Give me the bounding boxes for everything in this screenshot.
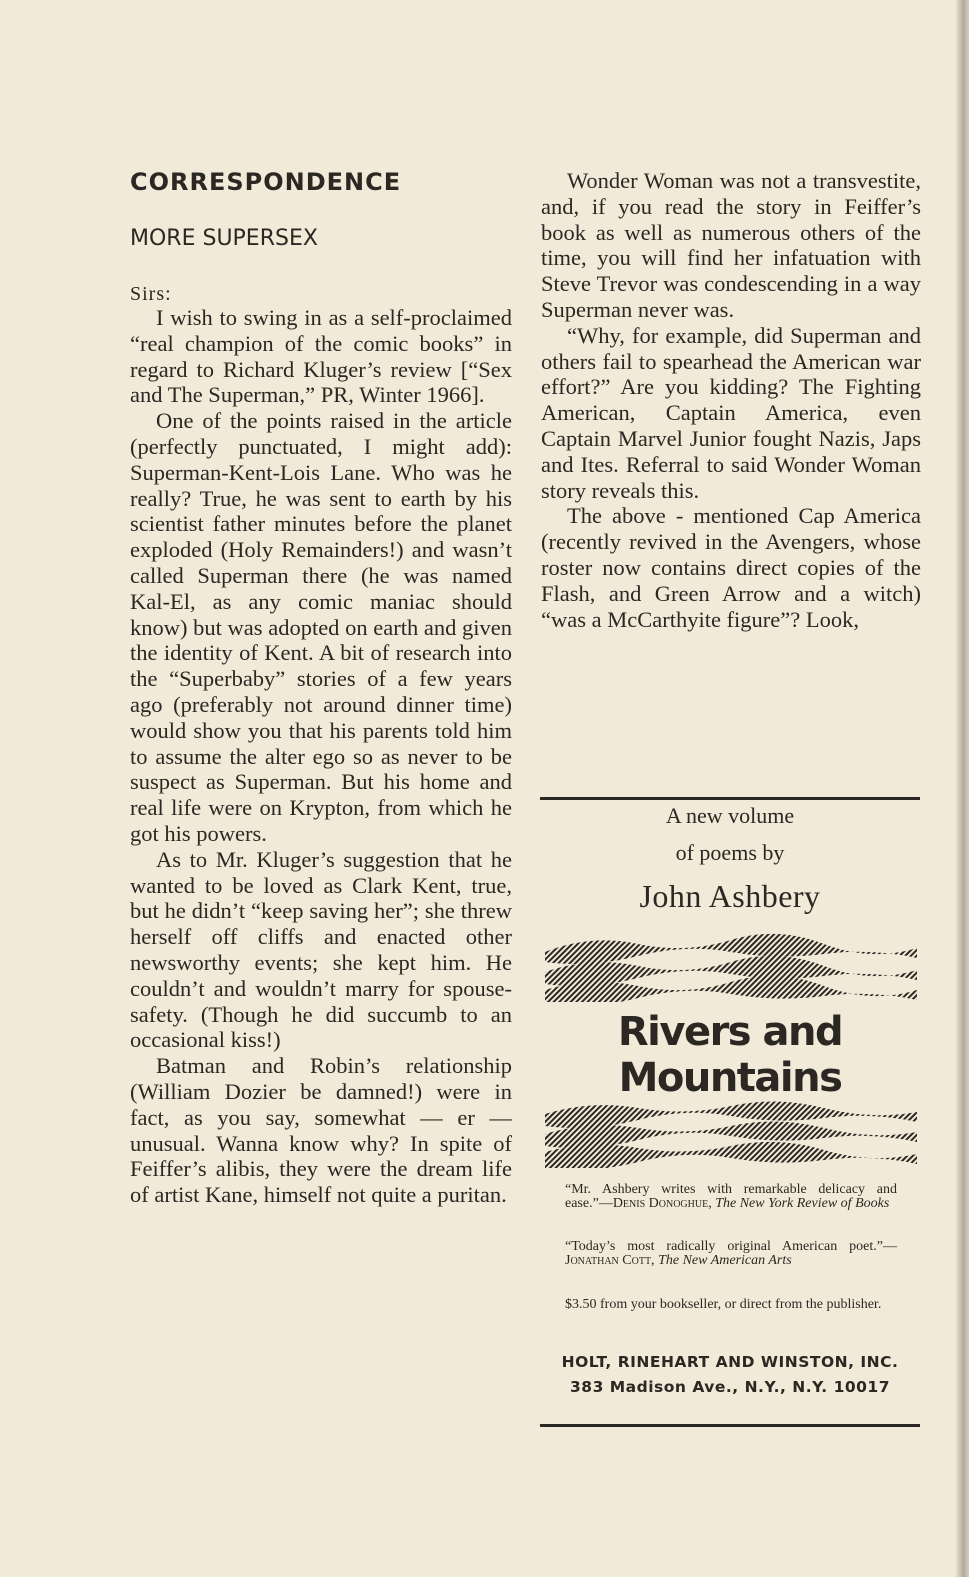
quote-source: Denis Donoghue, [612,1195,712,1211]
book-title: Rivers and [617,1009,843,1055]
wave-ornament [545,930,917,1002]
paragraph: As to Mr. Kluger’s suggestion that he wanted to be loved as Clark Kent, true, but he didn’t “keep saving her”; she threw herself off cliffs and enacted other newsworthy events; she kept him. He couldn’t and wouldn’t marry for spouse-safety. (Though he did succumb to an occasional kiss!) [130,846,512,1053]
quote-source: Jonathan Cott, [565,1252,655,1268]
paragraph: The above - mentioned Cap America (recently revived in the Avengers, whose roster now contains direct copies of the Flash, and Green Arrow and a witch) “was a McCarthyite figure”? Look, [541,503,921,632]
price-line: $3.50 from your bookseller, or direct from the publisher. [565,1297,882,1312]
review-quote: “Today’s most radically original American poet.”—Jonathan Cott, The New American Arts [565,1239,897,1268]
review-quote: “Mr. Ashbery writes with remarkable delicacy and ease.”—Denis Donoghue, The New York Review of Books [565,1182,897,1211]
publisher-address: 383 Madison Ave., N.Y., N.Y. 10017 [570,1378,890,1396]
paragraph: “Why, for example, did Superman and others fail to spearhead the American war effort?” Are you kidding? The Fighting American, Captain America, even Captain Marvel Junior fought Nazis, Japs and Ites. Referral to said Wonder Woman story reveals this. [541,322,921,503]
letter-title: MORE SUPERSEX [130,226,318,251]
ad-intro-line: A new volume [665,803,795,828]
ad-top-rule [540,797,920,800]
paragraph: I wish to swing in as a self-proclaimed “real champion of the comic books” in regard to Richard Kluger’s review [“Sex and The Superman,” PR, Winter 1966]. [130,305,512,408]
paragraph: One of the points raised in the article (perfectly punctuated, I might add): Superman-Kent-Lois Lane. Who was he really? True, he was sent to earth by his scientist father minutes before the planet exploded (Holy Remainders!) and wasn’t called Superman there (he was named Kal-El, as any comic maniac should know) but was adopted on earth and given the identity of Kent. A bit of research into the “Superbaby” stories of a few years ago (preferably not around dinner time) would show you that his parents told him to assume the alter ego so as never to be suspect as Superman. But his home and real life were on Krypton, from which he got his powers. [130,408,512,846]
ad-author: John Ashbery [639,878,821,914]
wave-ornament [545,1098,917,1168]
section-heading: CORRESPONDENCE [130,168,402,196]
quote-publication: The New American Arts [658,1252,792,1268]
quote-publication: The New York Review of Books [715,1195,890,1211]
ad-intro-line: of poems by [675,840,785,865]
ad-bottom-rule [540,1424,920,1427]
right-column [541,168,921,632]
page-edge-shadow [955,0,969,1577]
paragraph: Batman and Robin’s relationship (William Dozier be damned!) were in fact, as you say, somewhat — er — unusual. Wanna know why? In spite of Feiffer’s alibis, they were the dream life of artist Kane, himself not quite a puritan. [130,1053,512,1208]
book-title: Mountains [618,1055,842,1101]
paragraph: Wonder Woman was not a transvestite, and, if you read the story in Feiffer’s book as well as numerous others of the time, you will find her infatuation with Steve Trevor was condescending in a way Superman never was. [541,168,921,322]
publisher-name: HOLT, RINEHART AND WINSTON, INC. [561,1353,899,1371]
left-column [130,305,512,1208]
salutation: Sirs: [130,283,172,305]
